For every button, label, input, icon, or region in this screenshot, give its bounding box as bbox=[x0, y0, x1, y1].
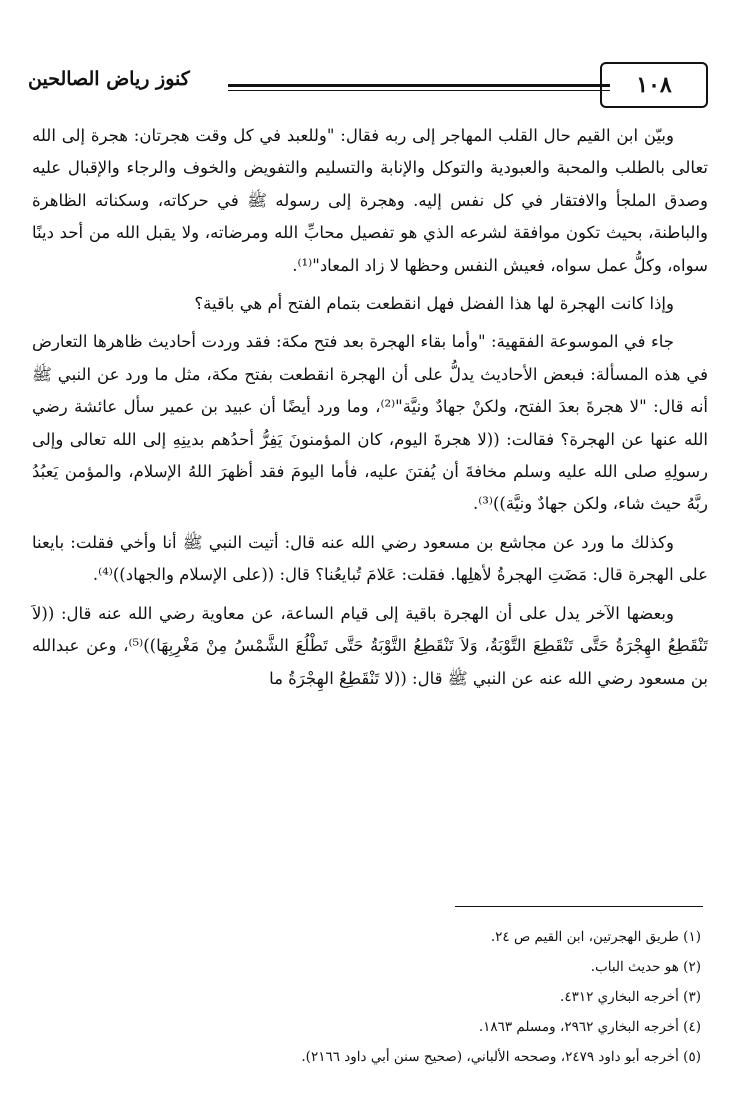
paragraph-ibn-qayyim: وبيّن ابن القيم حال القلب المهاجر إلى ربه فقال: "وللعبد في كل وقت هجرتان: هجرة إلى الله تعالى بالطلب والمحبة والعبودية والتوكل والإنابة والتسليم والتفويض والخوف والرجاء والإقبال عليه وصدق الملجأ والافتقار في كل نفس إليه. وهجرة إلى رسوله ﷺ في حركاته، وسكناته الظاهرة والباطنة، بحيث تكون موافقة لشرعه الذي هو تفصيل محابِّ الله ومرضاته، ولا يقبل الله من أحد دينًا سواه، وكلُّ عمل سواه، فعيش النفس وحظها لا زاد المعاد"⁽¹⁾. bbox=[32, 126, 708, 275]
footnote-2: (٢) هو حديث الباب. bbox=[590, 959, 701, 975]
paragraph-muawiya: وبعضها الآخر يدل على أن الهجرة باقية إلى قيام الساعة، عن معاوية رضي الله عنه قال: ((لاَ تَنْقَطِعُ الهِجْرَةُ حَتَّى تَنْقَطِعَ التَّوْبَةُ، وَلاَ تَنْقَطِعُ التَّوْبَةُ حَتَّى تَطْلُعَ الشَّمْسُ مِنْ مَغْرِبِهَا))⁽⁵⁾، وعن عبدالله بن مسعود رضي الله عنه عن النبي ﷺ قال: ((لا تَنْقَطِعُ الهِجْرَةُ ما bbox=[32, 603, 708, 688]
footnotes bbox=[41, 922, 701, 1072]
page-number: ١٠٨ bbox=[600, 62, 708, 108]
header-rule-thin bbox=[228, 90, 610, 91]
footnote-5: (٥) أخرجه أبو داود ٢٤٧٩، وصححه الألباني، (صحيح سنن أبي داود ٢١٦٦). bbox=[301, 1049, 701, 1065]
paragraph-mawsuah: جاء في الموسوعة الفقهية: "وأما بقاء الهجرة بعد فتح مكة: فقد وردت أحاديث ظاهرها التعارض في هذه المسألة: فبعض الأحاديث يدلُّ على أن الهجرة انقطعت بفتح مكة، مثل ما ورد عن النبي ﷺ أنه قال: "لا هجرةَ بعدَ الفتح، ولكنْ جهادٌ ونيَّة"⁽²⁾، وما ورد أيضًا أن عبيد بن عمير سأل عائشة رضي الله عنها عن الهجرة؟ فقالت: ((لا هجرةَ اليوم، كان المؤمنونَ يَفِرُّ أحدُهم بدينِهِ إلى الله تعالى وإلى رسولِهِ صلى الله عليه وسلم مخافةَ أن يُفتنَ عليه، فأما اليومَ فقد أظهرَ اللهُ الإسلام، والمؤمن يَعبُدُ ربَّهُ حيث شاء، ولكن جهادٌ ونيَّة))⁽³⁾. bbox=[32, 332, 708, 514]
paragraph-question: وإذا كانت الهجرة لها هذا الفضل فهل انقطعت بتمام الفتح أم هي باقية؟ bbox=[194, 294, 674, 314]
book-title: كنوز رياض الصالحين bbox=[28, 68, 190, 90]
footnote-1: (١) طريق الهجرتين، ابن القيم ص ٢٤. bbox=[490, 929, 701, 945]
main-text bbox=[32, 120, 708, 701]
footnote-4: (٤) أخرجه البخاري ٢٩٦٢، ومسلم ١٨٦٣. bbox=[478, 1019, 701, 1035]
page-header bbox=[28, 62, 708, 112]
paragraph-mujashi: وكذلك ما ورد عن مجاشع بن مسعود رضي الله عنه قال: أتيت النبي ﷺ أنا وأخي فقلت: بايعنا على الهجرة قال: مَضَتِ الهجرةُ لأهلِها. فقلت: عَلامَ تُبايعُنا؟ قال: ((على الإسلام والجهاد))⁽⁴⁾. bbox=[32, 532, 708, 585]
footnote-divider bbox=[455, 906, 703, 907]
footnote-3: (٣) أخرجه البخاري ٤٣١٢. bbox=[560, 989, 701, 1005]
header-rule bbox=[228, 84, 610, 87]
